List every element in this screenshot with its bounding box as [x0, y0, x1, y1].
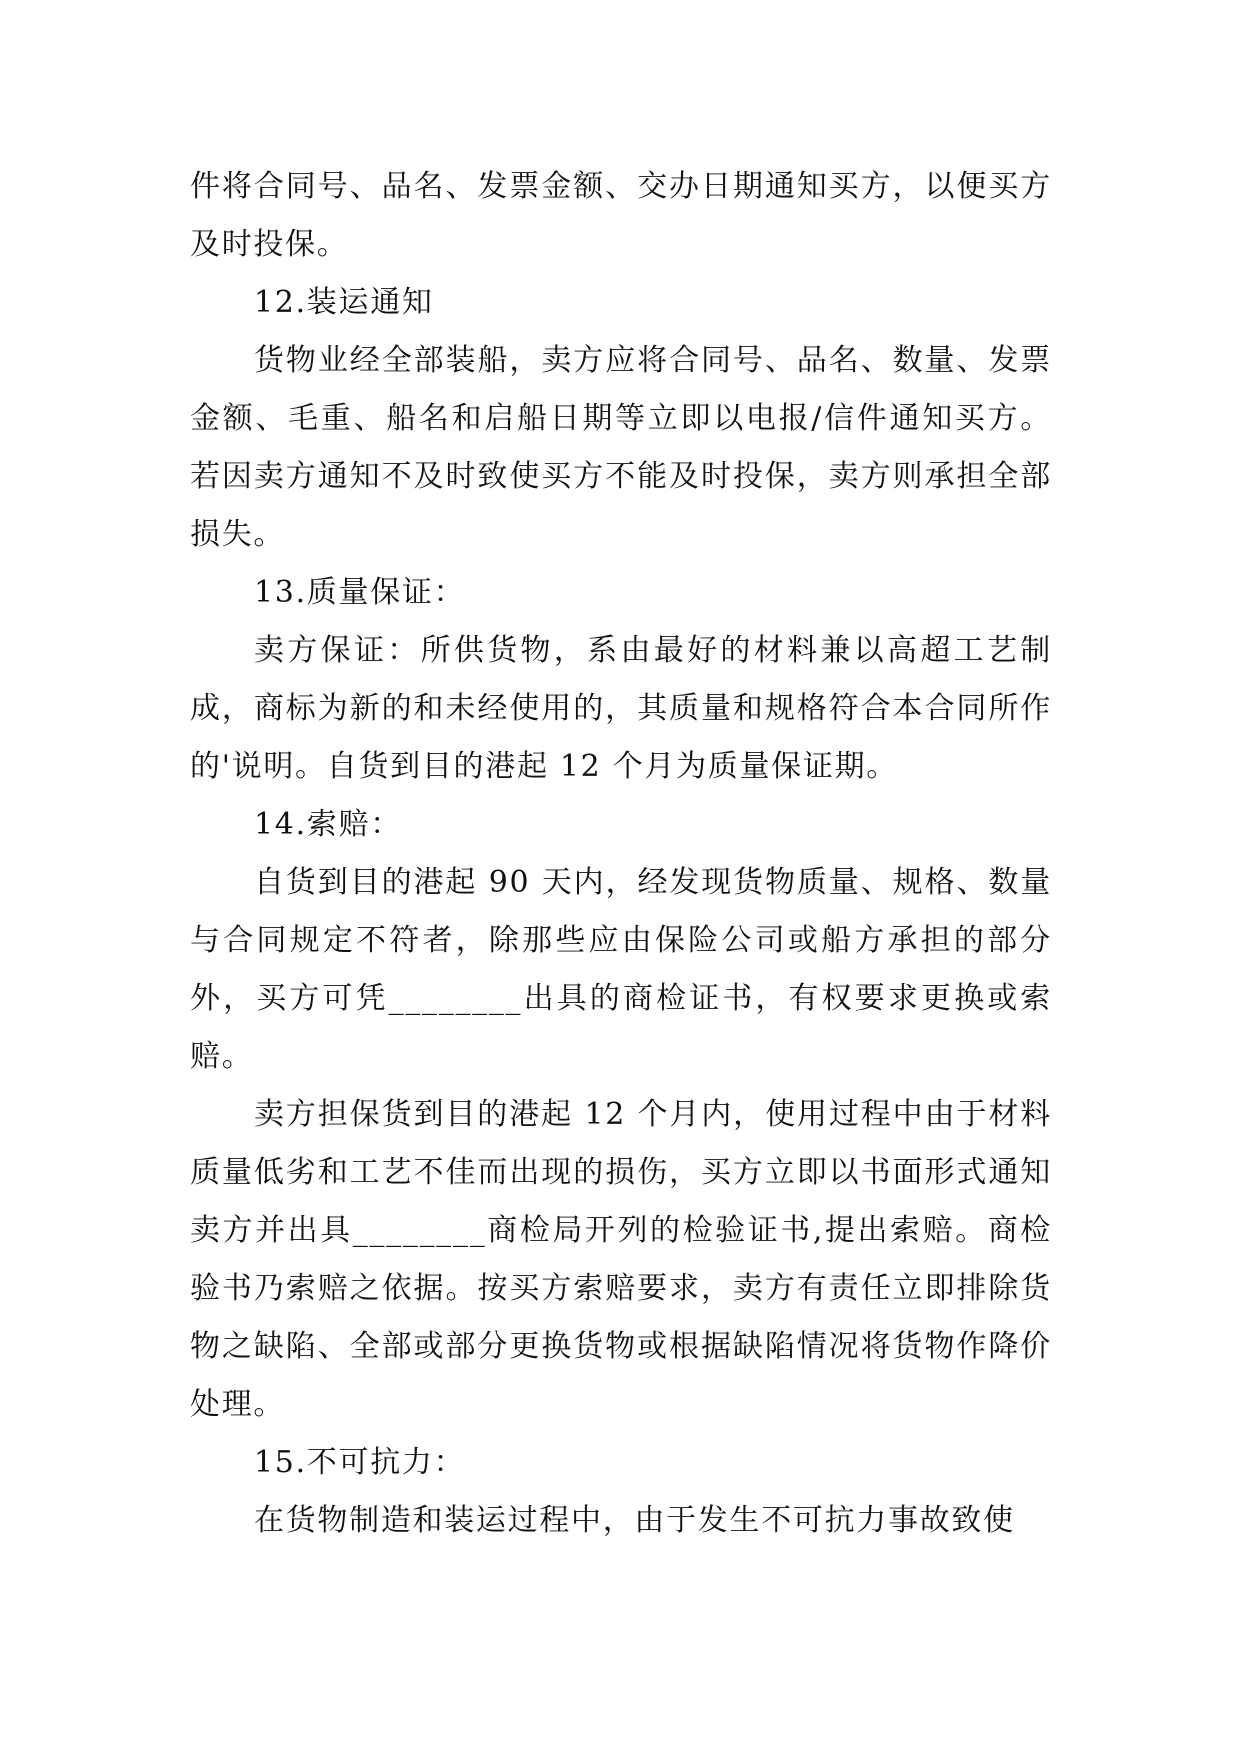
section-heading-12: 12.装运通知: [254, 285, 434, 320]
paragraph-claims-2: 卖方担保货到目的港起 12 个月内，使用过程中由于材料质量低劣和工艺不佳而出现的损伤，买方立即以书面形式通知卖方并出具________商检局开列的检验证书,提出索赔。商检验书乃索赔之依据。按买方索赔要求，卖方有责任立即排除货物之缺陷、全部或部分更换货物或根据缺陷情况将货物作降价处理。: [190, 1097, 1052, 1422]
section-heading-14: 14.索赔：: [254, 807, 402, 842]
paragraph-continuation: 件将合同号、品名、发票金额、交办日期通知买方，以便买方及时投保。: [190, 169, 1052, 262]
paragraph-force-majeure: 在货物制造和装运过程中，由于发生不可抗力事故致使: [254, 1503, 1015, 1538]
paragraph-quality-guarantee: 卖方保证：所供货物，系由最好的材料兼以高超工艺制成，商标为新的和未经使用的，其质量和规格符合本合同所作的'说明。自货到目的港起 12 个月为质量保证期。: [190, 633, 1052, 784]
document-body: [190, 158, 1052, 1550]
section-heading-15: 15.不可抗力：: [254, 1445, 466, 1480]
section-heading-13: 13.质量保证：: [254, 575, 466, 610]
paragraph-claims-1: 自货到目的港起 90 天内，经发现货物质量、规格、数量与合同规定不符者，除那些应由保险公司或船方承担的部分外，买方可凭________出具的商检证书，有权要求更换或索赔。: [190, 865, 1052, 1074]
paragraph-shipping-notice: 货物业经全部装船，卖方应将合同号、品名、数量、发票金额、毛重、船名和启船日期等立即以电报/信件通知买方。若因卖方通知不及时致使买方不能及时投保，卖方则承担全部损失。: [190, 343, 1052, 552]
